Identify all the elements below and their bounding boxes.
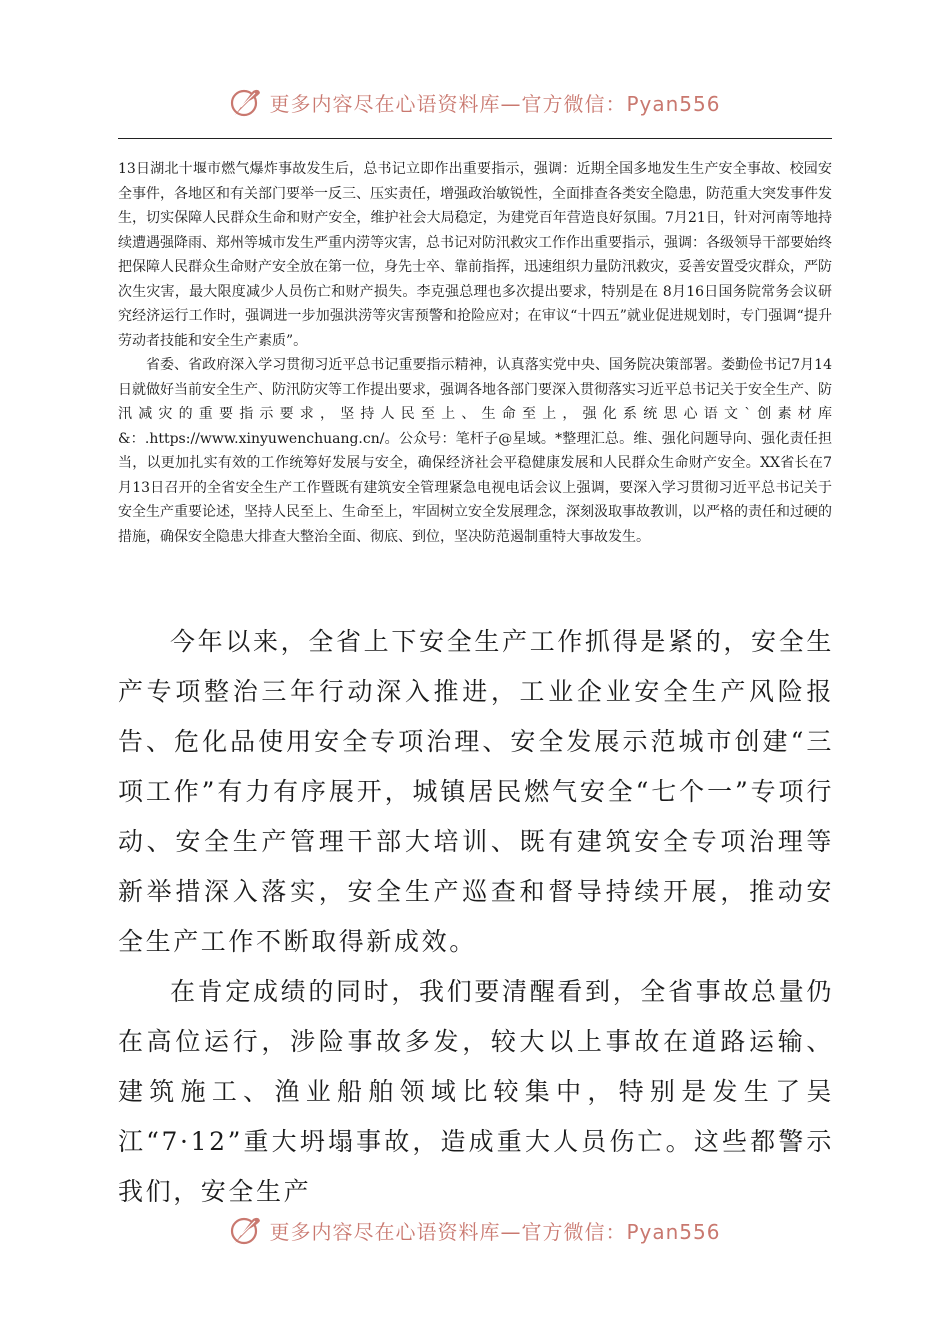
header-watermark-text: 更多内容尽在心语资料库—官方微信：Pyan556	[269, 91, 721, 116]
paragraph: 省委、省政府深入学习贯彻习近平总书记重要指示精神，认真落实党中央、国务院决策部署。娄勤俭书记7月14日就做好当前安全生产、防汛防灾等工作提出要求，强调各地各部门要深入贯彻落实习近平总书记关于安全生产、防汛减灾的重要指示要求，坚持人民至上、生命至上，强化系统思心语文`创素材库&：.https://www.xinyuwenchuang.cn/。公众号：笔杆子@星域。*整理汇总。维、强化问题导向、强化责任担当，以更加扎实有效的工作统筹好发展与安全，确保经济社会平稳健康发展和人民群众生命财产安全。XX省长在7月13日召开的全省安全生产工作暨既有建筑安全管理紧急电视电话会议上强调，要深入学习贯彻习近平总书记关于安全生产重要论述，坚持人民至上、生命至上，牢固树立安全发展理念，深刻汲取事故教训，以严格的责任和过硬的措施，确保安全隐患大排查大整治全面、彻底、到位，坚决防范遏制重特大事故发生。	[118, 357, 832, 545]
paragraph: 13日湖北十堰市燃气爆炸事故发生后，总书记立即作出重要指示，强调：近期全国多地发生生产安全事故、校园安全事件，各地区和有关部门要举一反三、压实责任，增强政治敏锐性，全面排查各类安全隐患，防范重大突发事件发生，切实保障人民群众生命和财产安全，维护社会大局稳定，为建党百年营造良好氛围。7月21日，针对河南等地持续遭遇强降雨、郑州等城市发生严重内涝等灾害，总书记对防汛救灾工作作出重要指示，强调：各级领导干部要始终把保障人民群众生命财产安全放在第一位，身先士卒、靠前指挥，迅速组织力量防汛救灾，妥善安置受灾群众，严防次生灾害，最大限度减少人员伤亡和财产损失。李克强总理也多次提出要求，特别是在 8月16日国务院常务会议研究经济运行工作时，强调进一步加强洪涝等灾害预警和抢险应对；在审议“十四五”就业促进规划时，专门强调“提升劳动者技能和安全生产素质”。	[118, 161, 832, 349]
quill-pen-icon	[229, 1213, 263, 1247]
footer-watermark	[0, 1210, 950, 1250]
paragraph: 今年以来，全省上下安全生产工作抓得是紧的，安全生产专项整治三年行动深入推进，工业企业安全生产风险报告、危化品使用安全专项治理、安全发展示范城市创建“三项工作”有力有序展开，城镇居民燃气安全“七个一”专项行动、安全生产管理干部大培训、既有建筑安全专项治理等新举措深入落实，安全生产巡查和督导持续开展，推动安全生产工作不断取得新成效。	[118, 627, 834, 956]
header-divider	[118, 138, 832, 139]
header-watermark	[0, 82, 950, 122]
footer-watermark-text: 更多内容尽在心语资料库—官方微信：Pyan556	[269, 1219, 721, 1244]
small-text-section	[118, 157, 832, 549]
quill-pen-icon	[229, 85, 263, 119]
paragraph: 在肯定成绩的同时，我们要清醒看到，全省事故总量仍在高位运行，涉险事故多发，较大以上事故在道路运输、建筑施工、渔业船舶领域比较集中，特别是发生了吴江“7·12”重大坍塌事故，造成重大人员伤亡。这些都警示我们，安全生产	[118, 977, 834, 1206]
large-text-section	[118, 617, 834, 1217]
